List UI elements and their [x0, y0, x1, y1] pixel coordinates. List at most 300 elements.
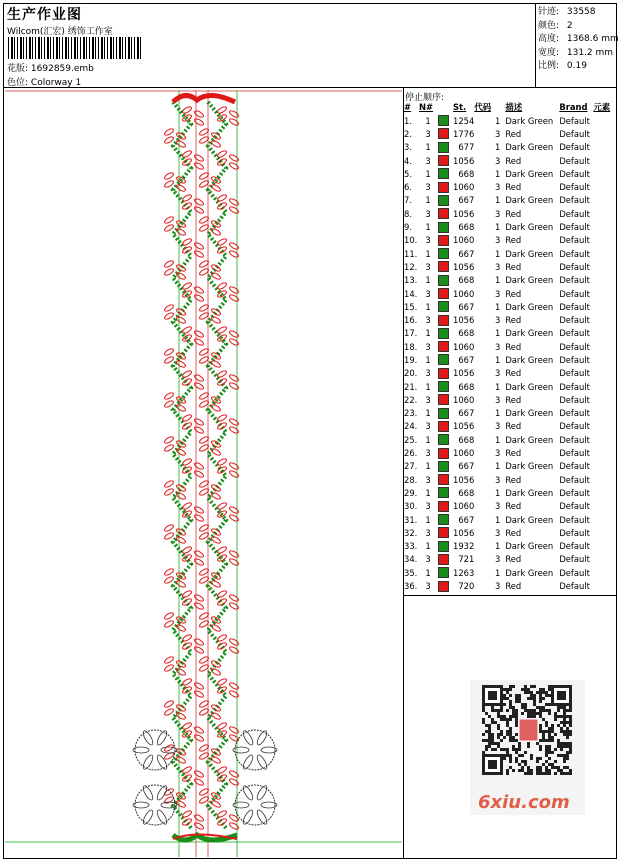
leaf [211, 228, 222, 237]
table-row [404, 407, 615, 420]
color-swatch-box [438, 474, 449, 485]
stop-number: 3. [404, 142, 412, 153]
colorway-label: 色位: [7, 78, 29, 88]
color-swatch [437, 274, 453, 287]
color-description: Red [505, 554, 522, 565]
color-description: Dark Green [505, 301, 554, 312]
color-description: Dark Green [505, 354, 554, 365]
leaf [164, 304, 175, 313]
leaf [176, 712, 187, 721]
brand: Default [559, 474, 590, 485]
stop-number: 28. [404, 474, 418, 485]
leaf [229, 286, 240, 295]
elements [593, 274, 615, 287]
leaf [217, 326, 228, 335]
color-description: Dark Green [505, 514, 554, 525]
color-swatch [437, 513, 453, 526]
elements [593, 420, 615, 433]
stop-number: 35. [404, 567, 418, 578]
col-header: 代码 [474, 102, 492, 112]
leaf [176, 580, 187, 589]
leaf [176, 800, 187, 809]
color-swatch-box [438, 128, 449, 139]
color-code: 3 [494, 341, 501, 352]
color-code: 3 [494, 448, 501, 459]
leaf [217, 194, 228, 203]
leaf [217, 634, 228, 643]
leaf [229, 426, 240, 435]
stitch-count: 1254 [453, 115, 475, 126]
leaf [211, 756, 222, 765]
stitch-count: 1263 [453, 567, 475, 578]
color-swatch [437, 114, 453, 127]
stitch-count: 667 [458, 195, 475, 206]
needle-number: 3 [425, 421, 431, 432]
outline-petal [255, 729, 268, 746]
color-description: Red [505, 421, 522, 432]
stop-number: 21. [404, 381, 418, 392]
leaf [164, 128, 175, 137]
stitch-count: 721 [458, 554, 475, 565]
color-code: 3 [494, 288, 501, 299]
leaf [176, 756, 187, 765]
stitch-count: 668 [458, 168, 475, 179]
leaf [194, 814, 205, 823]
brand: Default [559, 461, 590, 472]
leaf [164, 224, 175, 233]
color-description: Dark Green [505, 567, 554, 578]
needle-number: 1 [425, 461, 431, 472]
leaf [229, 594, 240, 603]
leaf [176, 492, 187, 501]
leaf [164, 444, 175, 453]
leaf [176, 228, 187, 237]
table-row [404, 154, 615, 167]
color-code: 1 [494, 541, 501, 552]
leaf [164, 216, 175, 225]
outline-petal [241, 729, 254, 746]
leaf [194, 550, 205, 559]
leaf [194, 506, 205, 515]
leaf [194, 242, 205, 251]
brand: Default [559, 567, 590, 578]
brand: Default [559, 155, 590, 166]
stop-number: 10. [404, 235, 418, 246]
leaf [164, 664, 175, 673]
color-swatch-box [438, 394, 449, 405]
color-code: 1 [494, 248, 501, 259]
stitch-count: 1056 [453, 474, 475, 485]
leaf [211, 624, 222, 633]
color-code: 3 [494, 527, 501, 538]
table-row [404, 473, 615, 486]
elements [593, 393, 615, 406]
leaf [164, 172, 175, 181]
design-file: 1692859.emb [30, 64, 94, 74]
leaf [164, 480, 175, 489]
color-swatch-box [438, 581, 449, 592]
leaf [164, 700, 175, 709]
leaf [229, 110, 240, 119]
outline-petal [241, 784, 254, 801]
leaf [182, 194, 193, 203]
color-swatch-box [438, 115, 449, 126]
elements [593, 127, 615, 140]
elements [593, 460, 615, 473]
needle-number: 3 [425, 182, 431, 193]
leaf [229, 734, 240, 743]
elements [593, 473, 615, 486]
outline-petal [141, 754, 154, 771]
elements [593, 486, 615, 499]
stitch-count: 1060 [453, 394, 475, 405]
stop-sequence-table [404, 101, 615, 593]
elements [593, 234, 615, 247]
leaf [229, 242, 240, 251]
stitch-count: 677 [458, 142, 475, 153]
elements [593, 313, 615, 326]
needle-number: 3 [425, 128, 431, 139]
elements [593, 327, 615, 340]
table-row [404, 300, 615, 313]
leaf [211, 360, 222, 369]
elements [593, 579, 615, 592]
leaf [211, 580, 222, 589]
color-swatch [437, 247, 453, 260]
leaf [164, 392, 175, 401]
color-swatch [437, 154, 453, 167]
color-code: 3 [494, 261, 501, 272]
col-header: St. [453, 102, 467, 112]
leaf [164, 136, 175, 145]
leaf [182, 106, 193, 115]
colorway-line [7, 75, 81, 88]
leaf [176, 272, 187, 281]
brand: Default [559, 421, 590, 432]
stitch-count: 1056 [453, 368, 475, 379]
leaf [229, 162, 240, 171]
table-row [404, 446, 615, 459]
leaf [164, 568, 175, 577]
leaf [194, 462, 205, 471]
stat-row: 针迹: 33558 [538, 7, 596, 17]
outline-floral [135, 785, 175, 825]
color-description: Red [505, 501, 522, 512]
needle-number: 1 [425, 301, 431, 312]
leaf [164, 524, 175, 533]
needle-number: 1 [425, 248, 431, 259]
leaf [194, 118, 205, 127]
table-row [404, 327, 615, 340]
leaf [229, 374, 240, 383]
color-code: 1 [494, 328, 501, 339]
leaf [194, 558, 205, 567]
table-row [404, 540, 615, 553]
elements [593, 207, 615, 220]
stitch-count: 1056 [453, 527, 475, 538]
color-swatch-box [438, 182, 449, 193]
stat-row: 宽度: 131.2 mm [538, 47, 614, 58]
color-swatch-box [438, 514, 449, 525]
color-code: 1 [494, 381, 501, 392]
elements [593, 141, 615, 154]
leaf [194, 162, 205, 171]
leaf [182, 502, 193, 511]
color-swatch [437, 393, 453, 406]
stitch-count: 667 [458, 408, 475, 419]
outline-petal [133, 747, 149, 753]
stitch-count: 1932 [453, 541, 475, 552]
col-header: Brand [559, 102, 588, 112]
brand: Default [559, 168, 590, 179]
needle-number: 3 [425, 394, 431, 405]
color-code: 3 [494, 501, 501, 512]
color-code: 3 [494, 155, 501, 166]
elements [593, 180, 615, 193]
stitch-count: 1060 [453, 288, 475, 299]
leaf [194, 690, 205, 699]
needle-number: 1 [425, 275, 431, 286]
leaf [211, 800, 222, 809]
elements [593, 300, 615, 313]
leaf [164, 612, 175, 621]
leaf [164, 436, 175, 445]
leaf [217, 282, 228, 291]
color-description: Red [505, 581, 522, 592]
brand: Default [559, 235, 590, 246]
table-row [404, 260, 615, 273]
stop-number: 22. [404, 394, 418, 405]
leaf [194, 778, 205, 787]
stitch-count: 667 [458, 248, 475, 259]
needle-number: 1 [425, 487, 431, 498]
color-code: 1 [494, 301, 501, 312]
leaf [229, 198, 240, 207]
needle-number: 1 [425, 222, 431, 233]
color-swatch [437, 460, 453, 473]
color-code: 1 [494, 222, 501, 233]
stop-number: 19. [404, 354, 418, 365]
leaf [194, 382, 205, 391]
stop-number: 23. [404, 408, 418, 419]
leaf [182, 458, 193, 467]
table-row [404, 566, 615, 579]
leaf [229, 462, 240, 471]
stop-number: 16. [404, 315, 418, 326]
needle-number: 3 [425, 368, 431, 379]
needle-number: 1 [425, 142, 431, 153]
stat-row: 高度: 1368.6 mm [538, 34, 619, 44]
brand: Default [559, 115, 590, 126]
leaf [211, 712, 222, 721]
table-row [404, 180, 615, 193]
color-code: 1 [494, 142, 501, 153]
color-swatch-box [438, 341, 449, 352]
stitch-count: 1056 [453, 261, 475, 272]
leaf [229, 682, 240, 691]
outline-petal [255, 784, 268, 801]
brand: Default [559, 261, 590, 272]
color-swatch [437, 566, 453, 579]
needle-number: 1 [425, 168, 431, 179]
brand: Default [559, 182, 590, 193]
color-swatch-box [438, 567, 449, 578]
stitch-count: 668 [458, 328, 475, 339]
stitch-count: 668 [458, 222, 475, 233]
brand: Default [559, 354, 590, 365]
leaf [229, 822, 240, 831]
leaf [211, 492, 222, 501]
leaf [182, 810, 193, 819]
stitch-count: 1060 [453, 182, 475, 193]
leaf [211, 404, 222, 413]
stop-number: 25. [404, 434, 418, 445]
stop-number: 27. [404, 461, 418, 472]
color-swatch [437, 141, 453, 154]
outline-petal [233, 747, 249, 753]
outline-petal [155, 754, 168, 771]
leaf [164, 488, 175, 497]
leaf [229, 330, 240, 339]
elements [593, 367, 615, 380]
color-swatch-box [438, 235, 449, 246]
leaf [229, 514, 240, 523]
outline-petal [233, 802, 249, 808]
table-row [404, 194, 615, 207]
color-description: Red [505, 182, 522, 193]
color-description: Dark Green [505, 461, 554, 472]
stop-number: 17. [404, 328, 418, 339]
leaf [229, 382, 240, 391]
color-swatch [437, 340, 453, 353]
elements [593, 566, 615, 579]
color-swatch [437, 553, 453, 566]
table-row [404, 114, 615, 127]
stop-number: 18. [404, 341, 418, 352]
color-code: 3 [494, 208, 501, 219]
color-swatch [437, 526, 453, 539]
table-row [404, 579, 615, 592]
color-swatch-box [438, 527, 449, 538]
stop-number: 26. [404, 448, 418, 459]
stop-number: 30. [404, 501, 418, 512]
leaf [176, 316, 187, 325]
stop-number: 32. [404, 527, 418, 538]
color-swatch [437, 260, 453, 273]
color-description: Dark Green [505, 222, 554, 233]
color-swatch-box [438, 248, 449, 259]
design-label: 花版: [7, 64, 29, 74]
color-description: Red [505, 341, 522, 352]
leaf [194, 110, 205, 119]
outline-petal [241, 754, 254, 771]
table-header-row [404, 101, 615, 114]
color-code: 3 [494, 128, 501, 139]
leaf [194, 470, 205, 479]
leaf [217, 722, 228, 731]
color-swatch [437, 167, 453, 180]
stop-number: 31. [404, 514, 418, 525]
stitch-count: 1056 [453, 315, 475, 326]
color-swatch-box [438, 554, 449, 565]
stop-number: 15. [404, 301, 418, 312]
color-swatch-box [438, 501, 449, 512]
leaf [194, 770, 205, 779]
leaf [229, 726, 240, 735]
table-row [404, 500, 615, 513]
leaf [164, 400, 175, 409]
brand: Default [559, 581, 590, 592]
leaf [176, 448, 187, 457]
leaf [194, 206, 205, 215]
col-header: 元素 [593, 102, 611, 112]
stitch-count: 1056 [453, 208, 475, 219]
leaf [217, 546, 228, 555]
brand: Default [559, 288, 590, 299]
header-divider [3, 87, 617, 88]
color-code: 3 [494, 315, 501, 326]
color-code: 1 [494, 461, 501, 472]
leaf [229, 470, 240, 479]
table-bottom-divider [403, 595, 617, 596]
barcode [8, 37, 142, 59]
color-description: Red [505, 235, 522, 246]
stop-number: 24. [404, 421, 418, 432]
color-code: 1 [494, 487, 501, 498]
color-swatch [437, 446, 453, 459]
table-row [404, 234, 615, 247]
stop-number: 12. [404, 261, 418, 272]
color-swatch-box [438, 448, 449, 459]
needle-number: 3 [425, 581, 431, 592]
leaf [211, 316, 222, 325]
brand: Default [559, 541, 590, 552]
stitch-count: 1060 [453, 501, 475, 512]
color-description: Red [505, 474, 522, 485]
table-row [404, 367, 615, 380]
table-row [404, 380, 615, 393]
color-swatch-box [438, 368, 449, 379]
color-swatch-box [438, 461, 449, 472]
leaf [217, 414, 228, 423]
leaf [217, 502, 228, 511]
table-row [404, 220, 615, 233]
leaf [229, 294, 240, 303]
needle-number: 3 [425, 501, 431, 512]
needle-number: 1 [425, 541, 431, 552]
brand: Default [559, 368, 590, 379]
leaf [194, 646, 205, 655]
leaf [164, 268, 175, 277]
stop-number: 9. [404, 222, 412, 233]
leaf [164, 708, 175, 717]
leaf [182, 326, 193, 335]
leaf [176, 360, 187, 369]
color-description: Dark Green [505, 434, 554, 445]
brand: Default [559, 222, 590, 233]
leaf [164, 180, 175, 189]
color-swatch [437, 486, 453, 499]
table-row [404, 340, 615, 353]
page-title: 生产作业图 [7, 7, 82, 23]
needle-number: 1 [425, 195, 431, 206]
elements [593, 353, 615, 366]
elements [593, 540, 615, 553]
color-swatch [437, 327, 453, 340]
leaf [164, 356, 175, 365]
needle-number: 3 [425, 341, 431, 352]
leaf [194, 822, 205, 831]
